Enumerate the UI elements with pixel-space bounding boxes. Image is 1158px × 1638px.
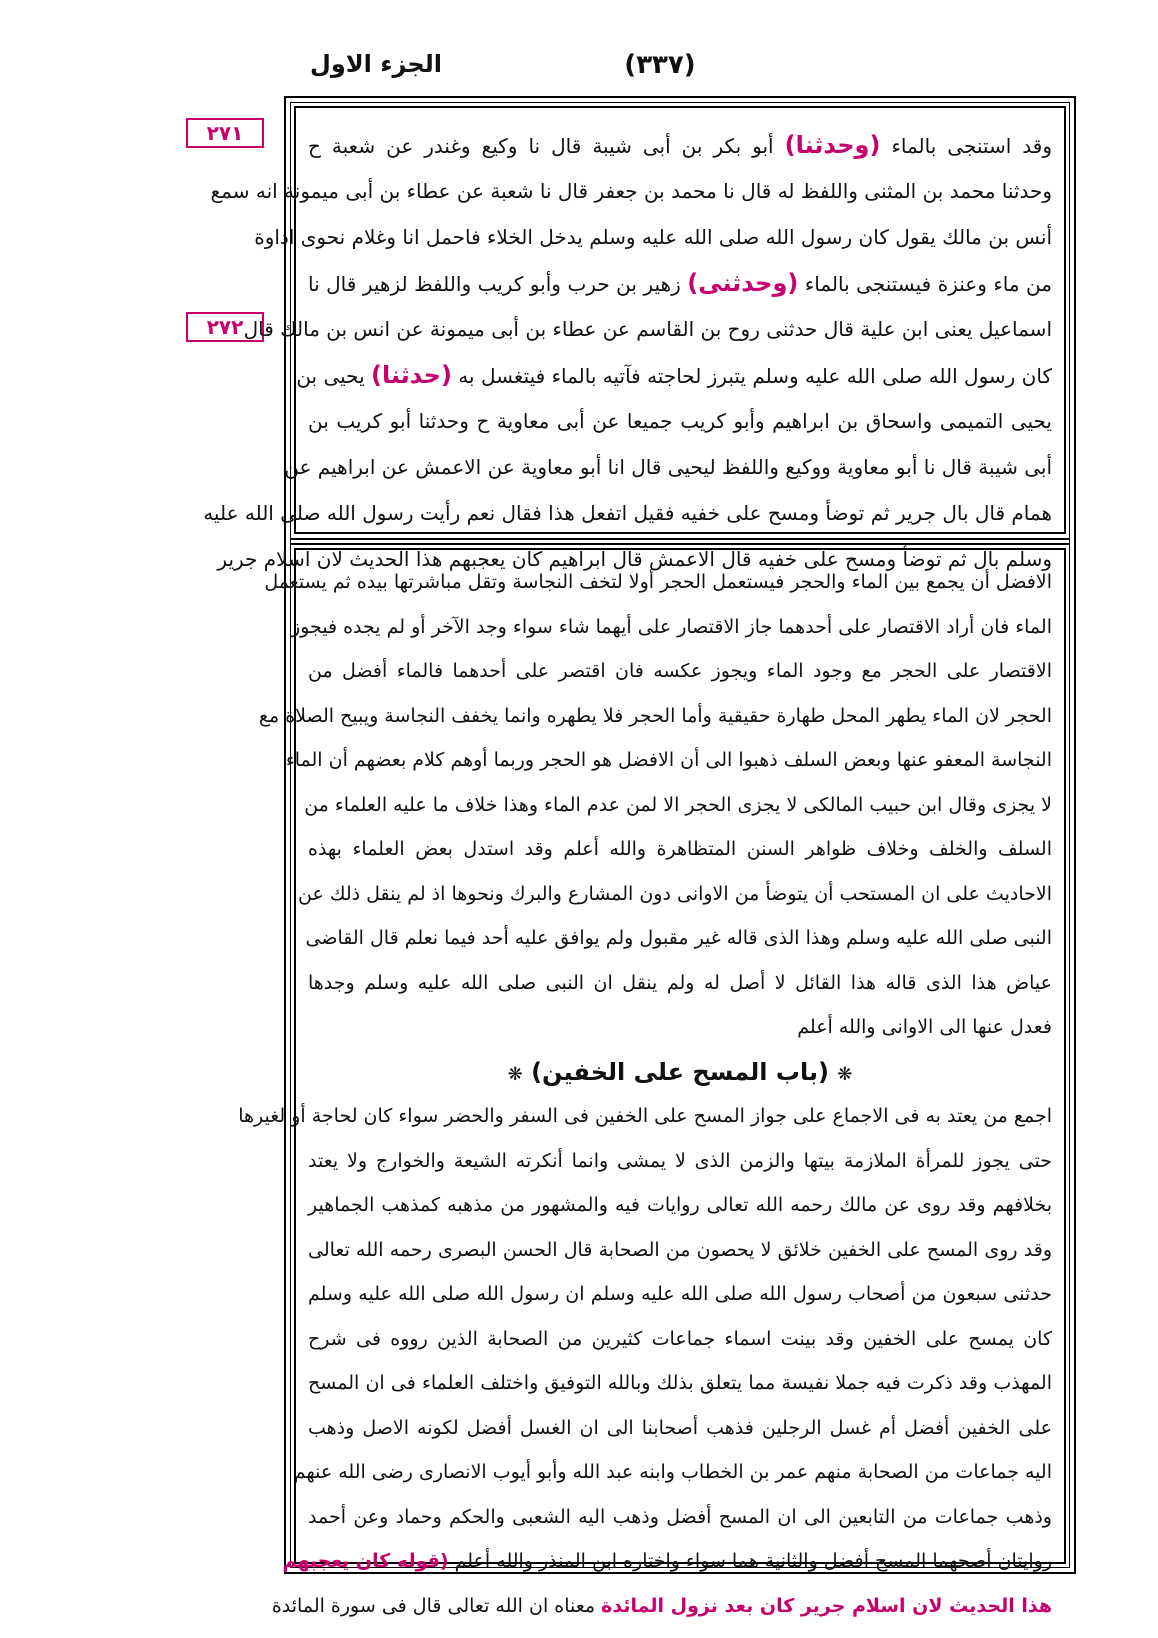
text-line: اليه جماعات من الصحابة منهم عمر بن الخطاب وابنه عبد الله وأبو أيوب الانصارى رضى الله عنهم [293, 1461, 1052, 1483]
text-line: روايتان أصحهما المسح أفضل والثانية هما سواء واختاره ابن المنذر والله أعلم (قوله كان يعجبهم [282, 1550, 1052, 1572]
text-line: على الخفين أفضل أم غسل الرجلين فذهب أصحابنا الى ان الغسل أفضل لكونه الاصل وذهب [308, 1416, 1052, 1439]
text-line: فعدل عنها الى الاوانى والله أعلم [797, 1016, 1052, 1038]
text-line: الاحاديث على ان المستحب أن يتوضأ من الاوانى دون المشارع والبرك ونحوها اذ لم ينقل ذلك عن [298, 882, 1052, 905]
quoted-phrase: هذا الحديث لان اسلام جرير كان بعد نزول المائدة [601, 1594, 1052, 1617]
running-header-volume: الجزء الاول [310, 50, 442, 78]
hadith-number-272: ٢٧٢ [186, 312, 264, 342]
text-line: النبى صلى الله عليه وسلم وهذا الذى قاله غير مقبول ولم يوافق عليه أحد فيما نعلم قال القاضى [305, 927, 1052, 949]
text-line: هذا الحديث لان اسلام جرير كان بعد نزول المائدة معناه ان الله تعالى قال فى سورة المائدة [271, 1594, 1052, 1617]
text-line: وقد استنجى بالماء (وحدثنا) أبو بكر بن أبى شيبة قال نا وكيع وغندر عن شعبة ح [308, 131, 1052, 159]
commentary-block [238, 548, 1066, 1617]
text-line: همام قال بال جرير ثم توضأ ومسح على خفيه فقيل اتفعل هذا فقال نعم رأيت رسول الله صلى الله عليه [203, 501, 1052, 525]
text-line: الماء فان أراد الاقتصار على أحدهما جاز الاقتصار على أيهما شاء سواء وجد الآخر أو لم يجده فيجوز [290, 615, 1052, 638]
hadith-number-271: ٢٧١ [186, 118, 264, 148]
ornament-icon: ❋ [837, 1063, 853, 1085]
page-number: (٣٣٧) [624, 50, 696, 80]
chapter-title: (باب المسح على الخفين) [531, 1057, 829, 1086]
narration-marker: (وحدثنى) [687, 269, 799, 297]
narration-marker: (حدثنا) [371, 361, 452, 389]
text-line: السلف والخلف وخلاف ظواهر السنن المتظاهرة والله أعلم وقد استدل بعض العلماء بهذه [308, 838, 1052, 860]
text-line: يحيى التميمى واسحاق بن ابراهيم وأبو كريب جميعا عن أبى معاوية ح وحدثنا أبو كريب بن [308, 409, 1052, 433]
text-line: النجاسة المعفو عنها وبعض السلف ذهبوا الى أن الافضل هو الحجر وربما أوهم كلام بعضهم أن الماء [285, 749, 1052, 771]
ornament-icon: ❋ [507, 1063, 523, 1085]
text-line: كان يمسح على الخفين وقد بينت اسماء جماعات كثيرين من الصحابة الذين رووه فى شرح [308, 1327, 1052, 1350]
text-line: اسماعيل يعنى ابن علية قال حدثنى روح بن القاسم عن عطاء بن أبى ميمونة عن انس بن مالك قال [243, 317, 1052, 341]
text-line: أنس بن مالك يقول كان رسول الله صلى الله عليه وسلم يدخل الخلاء فاحمل انا وغلام نحوى اداوة [254, 225, 1052, 249]
text-line: حتى يجوز للمرأة الملازمة بيتها والزمن الذى لا يمشى وانما أنكرته الشيعة والخوارج ولا يعتد [308, 1149, 1052, 1172]
text-line: حدثنى سبعون من أصحاب رسول الله صلى الله عليه وسلم ان رسول الله صلى الله عليه وسلم [308, 1283, 1052, 1305]
text-line: وذهب جماعات من التابعين الى ان المسح أفضل وذهب اليه الشعبى والحكم وحماد وعن أحمد [308, 1505, 1052, 1528]
text-line: الحجر لان الماء يطهر المحل طهارة حقيقية وأما الحجر فلا يطهره وانما يخفف النجاسة ويبيح الصلاة مع [258, 704, 1052, 727]
divider [290, 538, 1070, 540]
text-line: الاقتصار على الحجر مع وجود الماء ويجوز عكسه فان اقتصر على أحدهما فالماء أفضل من [308, 660, 1052, 682]
text-line: بخلافهم وقد روى عن مالك رحمه الله تعالى روايات فيه والمشهور من مذهبه كمذهب الجماهير [308, 1194, 1052, 1216]
text-line: عياض هذا الذى قاله هذا القائل لا أصل له ولم ينقل ان النبى صلى الله عليه وسلم وجدها [308, 971, 1052, 994]
text-line: المهذب وقد ذكرت فيه جملا نفيسة مما يتعلق بذلك وبالله التوفيق واختلف العلماء فى ان المسح [308, 1372, 1052, 1394]
text-line: أبى شيبة قال نا أبو معاوية ووكيع واللفظ ليحيى قال انا أبو معاوية عن الاعمش عن ابراهيم عن [284, 455, 1052, 479]
text-line: من ماء وعنزة فيستنجى بالماء (وحدثنى) زهير بن حرب وأبو كريب واللفظ لزهير قال نا [308, 269, 1052, 297]
quoted-phrase: (قوله كان يعجبهم [282, 1550, 449, 1572]
text-line: كان رسول الله صلى الله عليه وسلم يتبرز لحاجته فآتيه بالماء فيتغسل به (حدثنا) يحيى بن [296, 361, 1052, 389]
text-line: لا يجزى وقال ابن حبيب المالكى لا يجزى الحجر الا لمن عدم الماء وهذا خلاف ما عليه العلماء من [304, 793, 1052, 816]
text-line: الافضل أن يجمع بين الماء والحجر فيستعمل الحجر أولا لتخف النجاسة وتقل مباشرتها بيده ثم يستعمل [264, 571, 1052, 593]
text-line: وحدثنا محمد بن المثنى واللفظ له قال نا محمد بن جعفر قال نا شعبة عن عطاء بن أبى ميمونة انه سمع [210, 179, 1052, 203]
narration-marker: (وحدثنا) [784, 131, 881, 159]
divider [290, 543, 1070, 545]
text-line: وقد روى المسح على الخفين خلائق لا يحصون من الصحابة قال الحسن البصرى رحمه الله تعالى [308, 1238, 1052, 1261]
chapter-heading [308, 1050, 1052, 1095]
text-line: اجمع من يعتد به فى الاجماع على جواز المسح على الخفين فى السفر والحضر سواء كان لحاجة أو لغيرها [238, 1105, 1052, 1127]
text-line: وسلم بال ثم توضأ ومسح على خفيه قال الاعمش قال ابراهيم كان يعجبهم هذا الحديث لان اسلام جرير [217, 547, 1052, 571]
